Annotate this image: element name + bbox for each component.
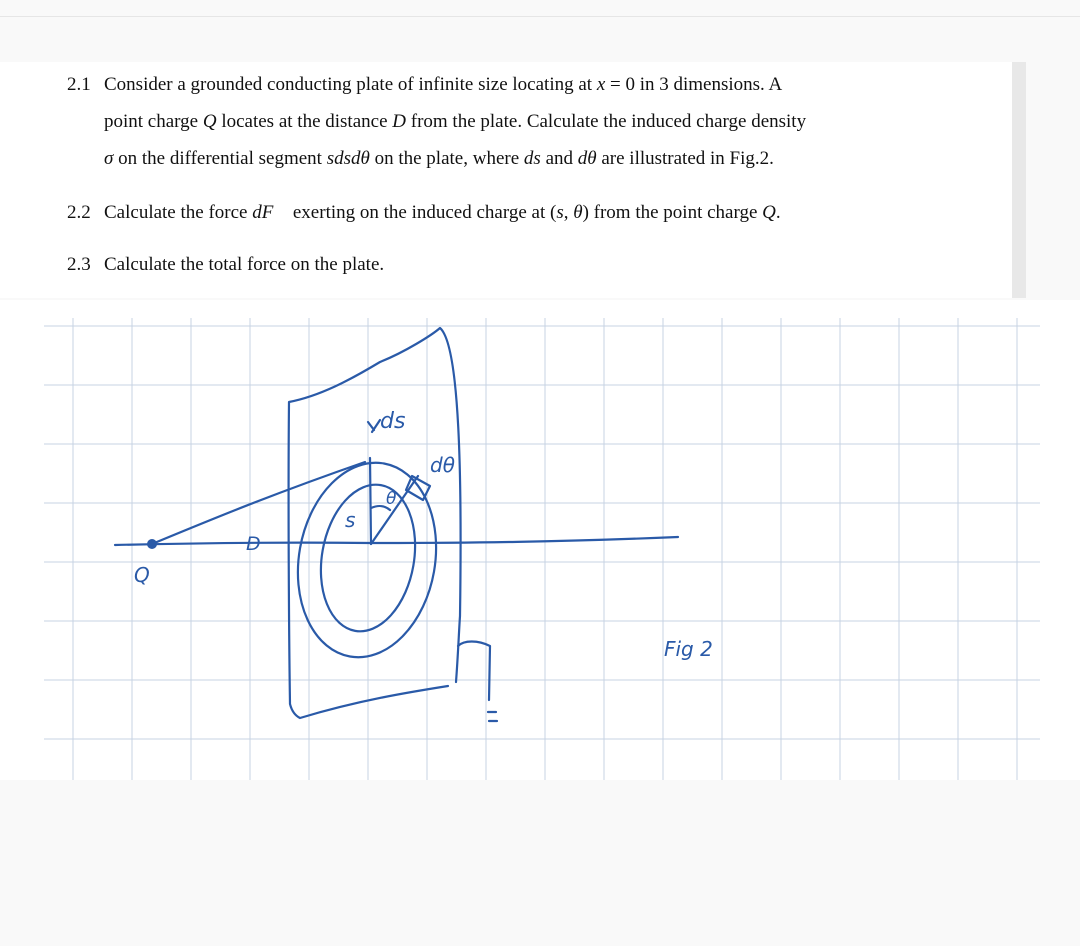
math-symbol: ds	[523, 148, 541, 169]
problem-text-line: point charge Q locates at the distance D from the plate. Calculate the induced charge density	[104, 111, 807, 132]
problem-text-line: σ on the differential segment sdsdθ on the plate, where ds and dθ are illustrated in Fig.2.	[104, 148, 774, 169]
sketch-canvas	[0, 300, 1080, 780]
problem-2-2	[0, 194, 1000, 231]
problem-text-line: Consider a grounded conducting plate of infinite size locating at x = 0 in 3 dimensions. A	[104, 74, 783, 95]
problem-text-line: Calculate the total force on the plate.	[104, 254, 385, 275]
label-s: s	[345, 508, 356, 532]
problem-number: 2.1	[67, 74, 91, 95]
math-symbol: θ	[573, 202, 583, 223]
radius-vertical	[370, 458, 371, 544]
label-dtheta: dθ	[430, 453, 455, 477]
figure-caption: Fig 2	[664, 637, 713, 661]
label-Q: Q	[134, 563, 150, 587]
problem-2-3	[0, 246, 1000, 283]
figure-2-sketch	[0, 300, 1080, 780]
problem-text-line: Calculate the force dF⃗ exerting on the induced charge at (s, θ) from the point charge Q.	[104, 202, 781, 223]
top-divider	[0, 16, 1080, 17]
math-symbol: σ	[104, 148, 114, 169]
problem-2-1	[0, 66, 1000, 177]
math-symbol: sdsdθ	[326, 148, 370, 169]
math-symbol: Q	[202, 111, 217, 132]
math-symbol: x	[596, 74, 606, 95]
scrollbar[interactable]	[1012, 62, 1026, 298]
problem-number: 2.2	[67, 202, 91, 223]
problem-number: 2.3	[67, 254, 91, 275]
math-symbol: s	[556, 202, 564, 223]
math-symbol: dθ	[577, 148, 597, 169]
label-theta: θ	[386, 489, 397, 509]
point-charge-dot	[147, 539, 157, 549]
math-symbol: D	[392, 111, 406, 132]
label-ds: ds	[380, 409, 406, 434]
math-symbol: Q	[762, 202, 776, 223]
label-D: D	[246, 533, 261, 555]
math-symbol: dF⃗	[252, 202, 289, 223]
